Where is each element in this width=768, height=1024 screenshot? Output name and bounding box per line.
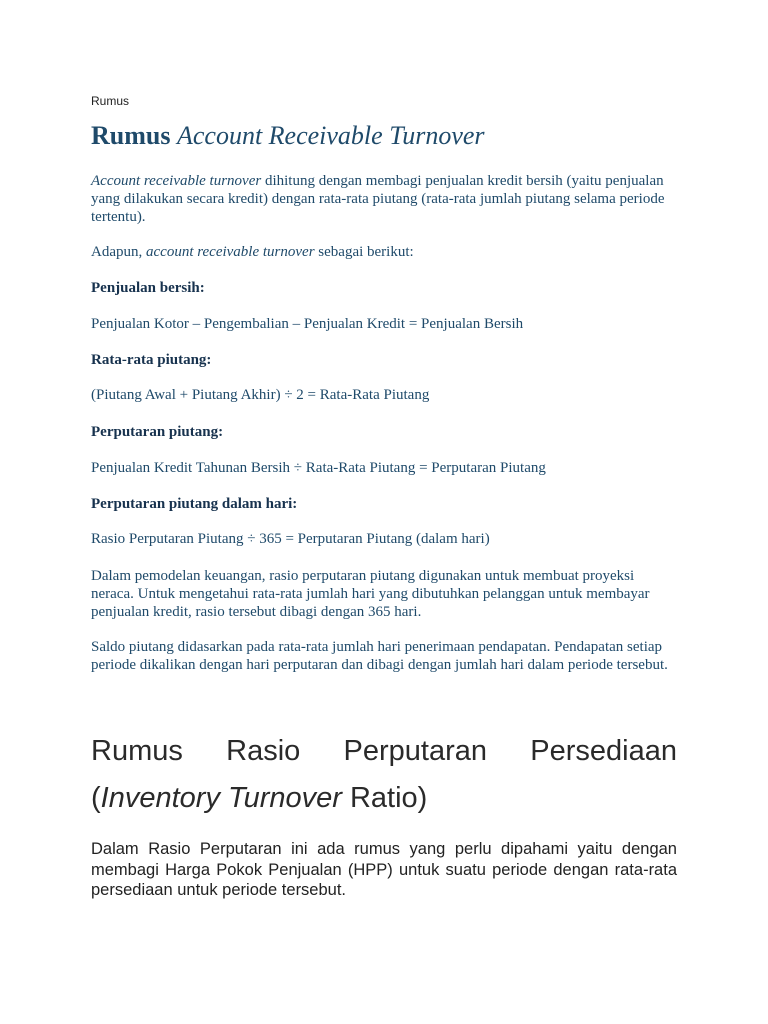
formula-penjualan-bersih: Penjualan Kotor – Pengembalian – Penjualan Kredit = Penjualan Bersih	[91, 316, 524, 332]
paragraph-pemodelan-keuangan: Dalam pemodelan keuangan, rasio perputaran piutang digunakan untuk membuat proyeksi neraca. Untuk mengetahui rata-rata jumlah hari yang dibutuhkan pelanggan untuk membayar penjualan kredit, rasio tersebut dibagi dengan 365 hari.	[91, 568, 650, 620]
formula-rata-rata-piutang: (Piutang Awal + Piutang Akhir) ÷ 2 = Rata-Rata Piutang	[91, 387, 430, 403]
formula-perputaran-piutang: Penjualan Kredit Tahunan Bersih ÷ Rata-Rata Piutang = Perputaran Piutang	[91, 460, 546, 476]
header-label: Rumus	[91, 94, 130, 108]
title-italic-part: Account Receivable Turnover	[176, 121, 485, 150]
formula-perputaran-hari: Rasio Perputaran Piutang ÷ 365 = Perputaran Piutang (dalam hari)	[91, 531, 490, 547]
title-open-paren: (	[91, 782, 101, 814]
section-title-account-receivable	[91, 121, 485, 151]
intro-paragraph	[91, 172, 677, 226]
adapun-paragraph	[91, 243, 677, 261]
formula-heading-penjualan-bersih: Penjualan bersih:	[91, 280, 205, 296]
title-italic-inventory: Inventory Turnover	[100, 782, 342, 814]
paragraph-saldo-piutang: Saldo piutang didasarkan pada rata-rata jumlah hari penerimaan pendapatan. Pendapatan setiap periode dikalikan dengan hari perputaran dan dibagi dengan jumlah hari dalam periode tersebut.	[91, 639, 668, 673]
intro-italic-term: Account receivable turnover	[91, 173, 262, 189]
formula-heading-perputaran-hari: Perputaran piutang dalam hari:	[91, 496, 298, 512]
title-line1: Rumus Rasio Perputaran Persediaan	[91, 735, 677, 767]
title-close: Ratio)	[341, 782, 428, 814]
adapun-prefix: Adapun,	[91, 244, 146, 260]
adapun-suffix: sebagai berikut:	[314, 244, 414, 260]
section-title-inventory-turnover	[91, 728, 677, 822]
formula-heading-perputaran-piutang: Perputaran piutang:	[91, 424, 224, 440]
paragraph-rasio-perputaran: Dalam Rasio Perputaran ini ada rumus yang perlu dipahami yaitu dengan membagi Harga Pokok Penjualan (HPP) untuk suatu periode dengan rata-rata persediaan untuk periode tersebut.	[91, 840, 677, 899]
intro-text: dihitung dengan membagi penjualan kredit bersih (yaitu penjualan yang dilakukan secara kredit) dengan rata-rata piutang (rata-rata jumlah piutang selama periode tertentu).	[91, 173, 665, 225]
formula-heading-rata-rata-piutang: Rata-rata piutang:	[91, 352, 212, 368]
adapun-italic-term: account receivable turnover	[146, 244, 315, 260]
title-plain-part: Rumus	[91, 121, 177, 150]
